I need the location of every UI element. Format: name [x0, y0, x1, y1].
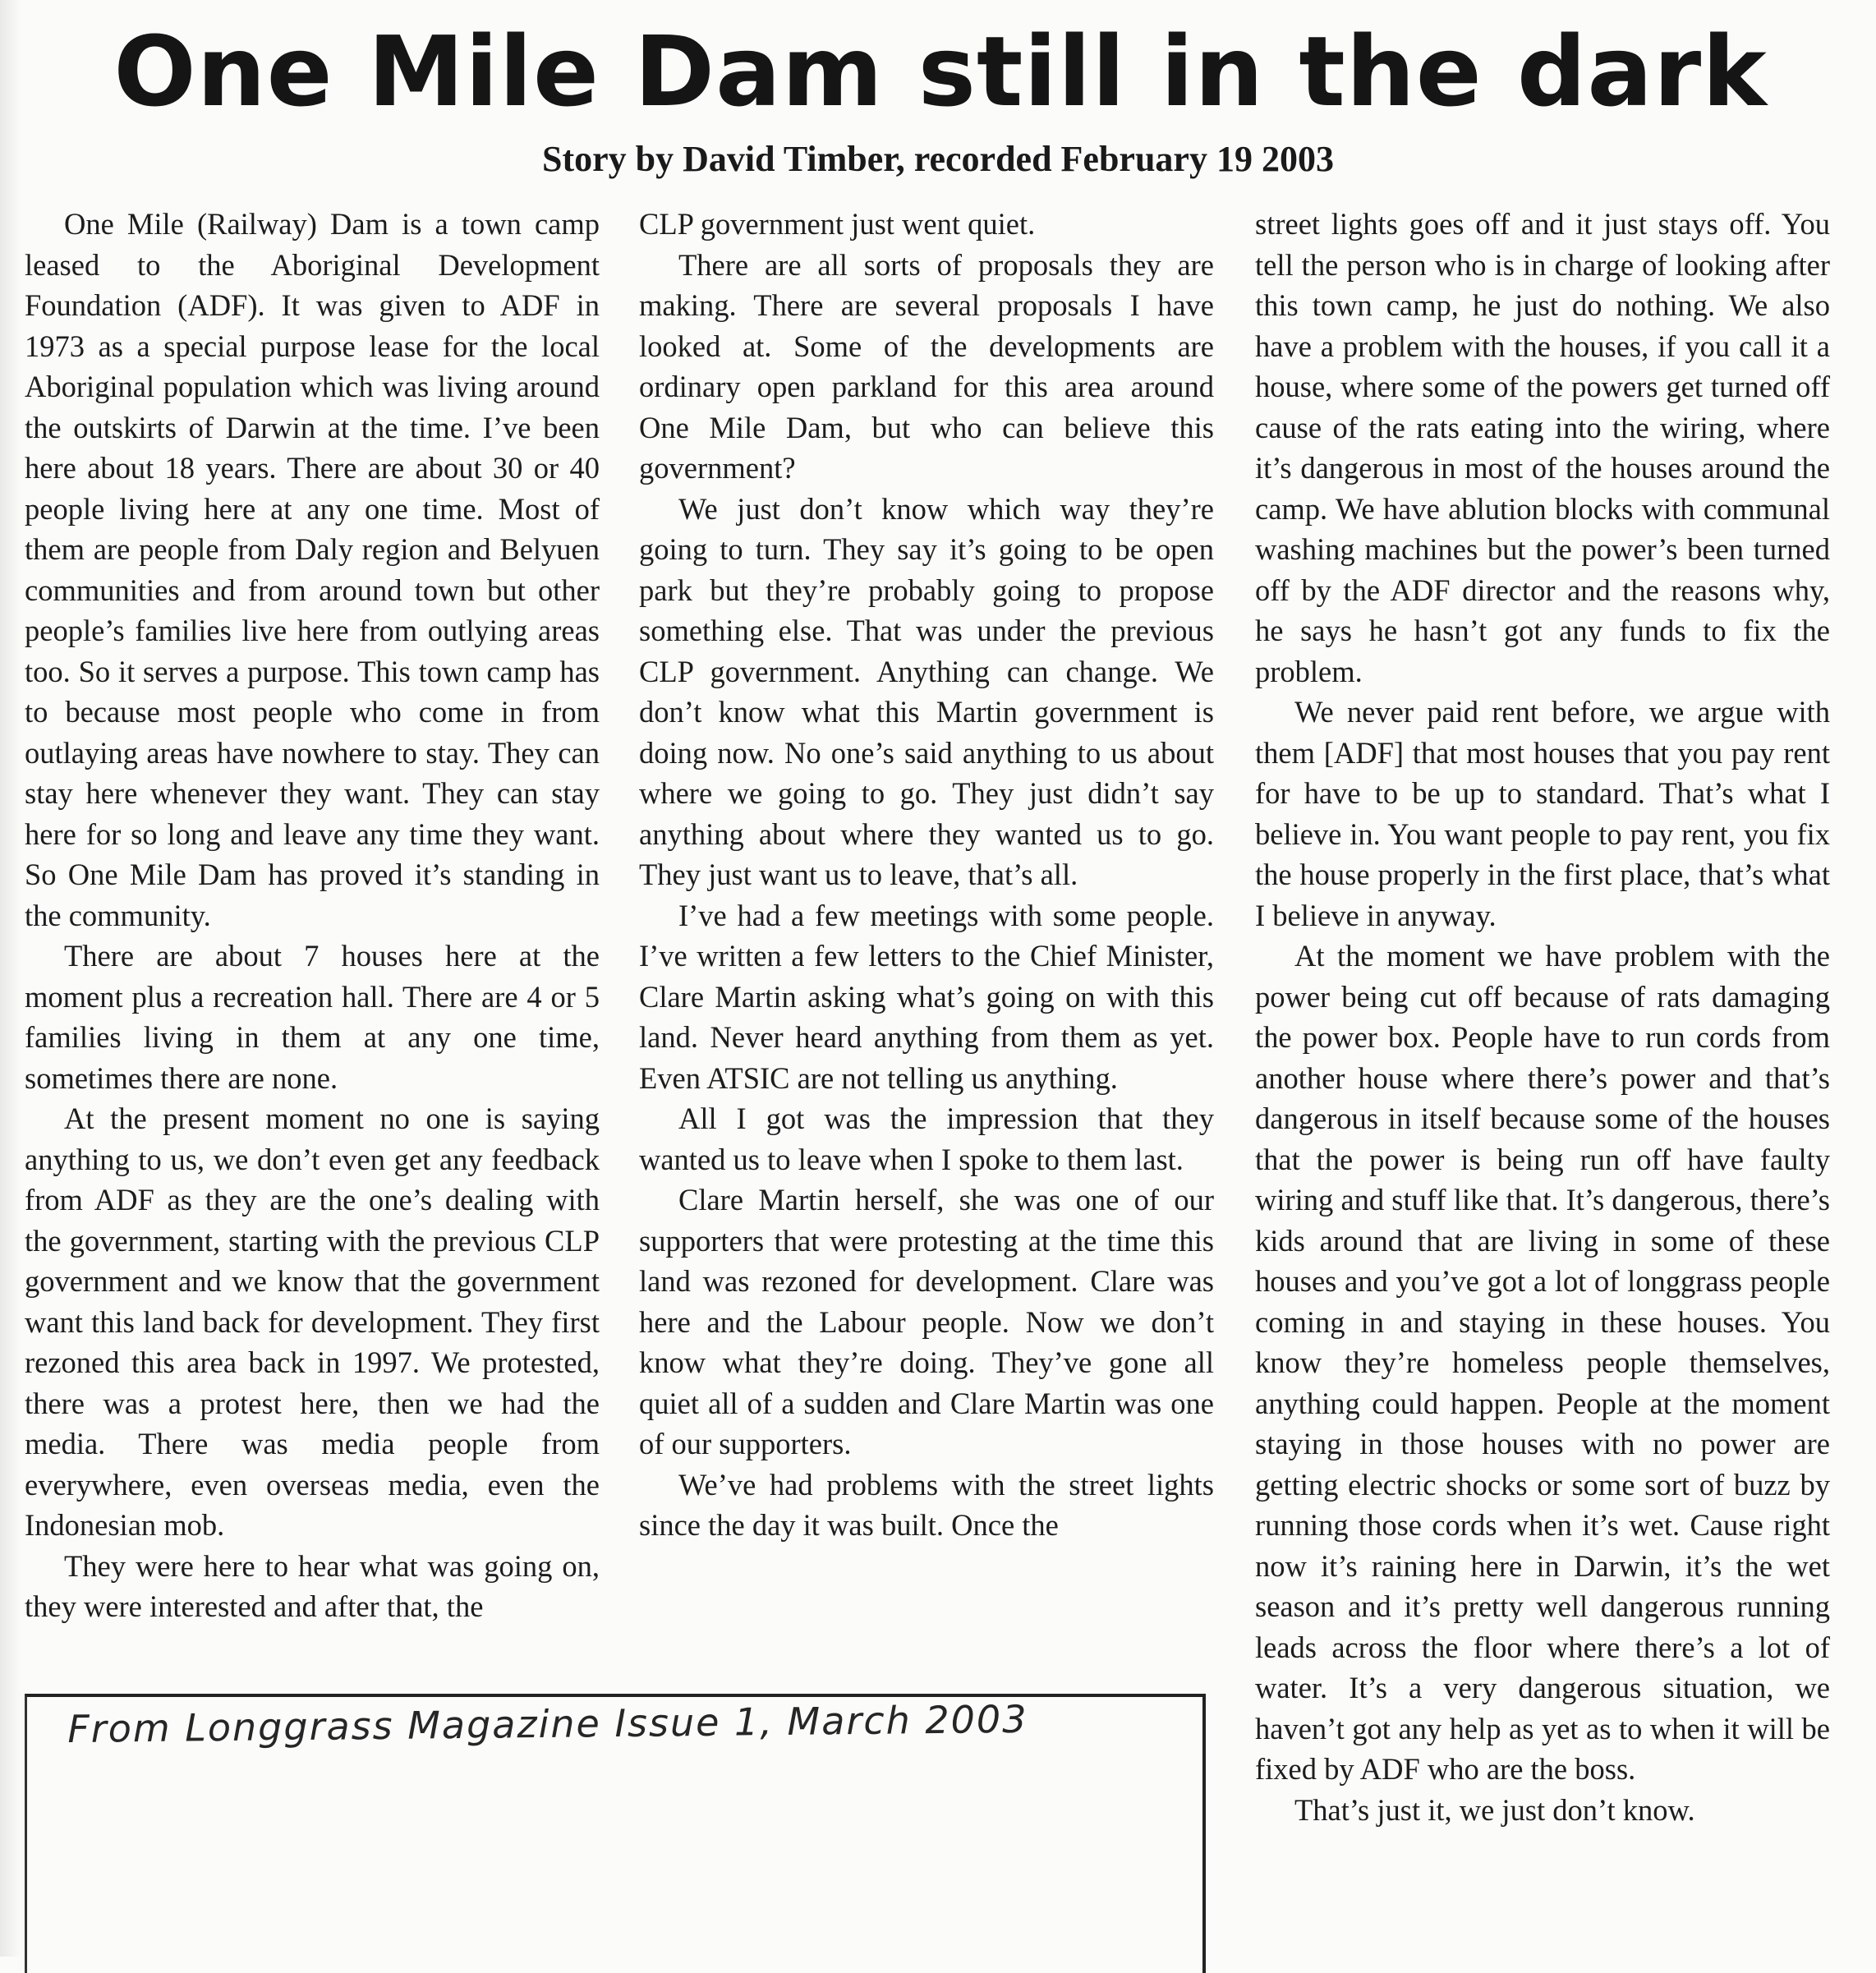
paragraph-continued: street lights goes off and it just stays off. You tell the person who is in charge of looking after this town camp, he just do nothing. We also have a problem with the houses, if you call it a house, where some of the powers get turned off cause of the rats eating into the wiring, where it’s dangerous in most of the houses around the camp. We have ablution blocks with communal washing machines but the power’s been turned off by the ADF director and the reasons why, he says he hasn’t got any funds to fix the problem. [1255, 207, 1830, 688]
article-column-1 [25, 204, 600, 1627]
paragraph: Clare Martin herself, she was one of our supporters that were protesting at the time this land was rezoned for development. Clare was here and the Labour people. Now we don’t know what they’re doing. They’ve gone all quiet all of a sudden and Clare Martin was one of our supporters. [639, 1183, 1214, 1460]
paragraph: All I got was the impression that they wanted us to leave when I spoke to them last. [639, 1101, 1214, 1176]
paragraph: One Mile (Railway) Dam is a town camp leased to the Aboriginal Development Foundation (ADF). It was given to ADF in 1973 as a special purpose lease for the local Aboriginal population which was living around the outskirts of Darwin at the time. I’ve been here about 18 years. There are about 30 or 40 people living here at any one time. Most of them are people from Daly region and Belyuen communities and from around town but other people’s families live here from outlying areas too. So it serves a purpose. This town camp has to because most people who come in from outlaying areas have nowhere to stay. They can stay here whenever they want. They can stay here for so long and leave any time they want. So One Mile Dam has proved it’s standing in the community. [25, 207, 600, 932]
paragraph: There are all sorts of proposals they are making. There are several proposals I have looked at. Some of the developments are ordinary open parkland for this area around One Mile Dam, but who can believe this government? [639, 247, 1214, 485]
article-column-3 [1255, 204, 1830, 1830]
paragraph: I’ve had a few meetings with some people. I’ve written a few letters to the Chief Minister, Clare Martin asking what’s going on with this land. Never heard anything from them as yet. Even ATSIC are not telling us anything. [639, 898, 1214, 1095]
headline: One Mile Dam still in the dark [113, 15, 1768, 128]
paragraph: At the present moment no one is saying anything to us, we don’t even get any feedback from ADF as they are the one’s dealing with the government, starting with the previous CLP government and we know that the government want this land back for development. They first rezoned this area back in 1997. We protested, there was a protest here, then we had the media. There was media people from everywhere, even overseas media, even the Indonesian mob. [25, 1101, 600, 1542]
byline: Story by David Timber, recorded February 19 2003 [542, 139, 1334, 179]
paragraph: There are about 7 houses here at the moment plus a recreation hall. There are 4 or 5 families living in them at any one time, sometimes there are none. [25, 939, 600, 1095]
article-column-2 [639, 204, 1214, 1546]
handwritten-source-note: From Longgrass Magazine Issue 1, March 2003 [67, 1696, 1028, 1751]
paragraph: At the moment we have problem with the power being cut off because of rats damaging the power box. People have to run cords from another house where there’s power and that’s dangerous in itself because some of the houses that the power is being run off have faulty wiring and stuff like that. It’s dangerous, there’s kids around that are living in some of these houses and you’ve got a lot of longgrass people coming in and staying in these houses. You know they’re homeless people themselves, anything could happen. People at the moment staying in those houses with no power are getting electric shocks or some sort of buzz by running those cords when it’s wet. Cause right now it’s raining here in Darwin, it’s the wet season and it’s pretty well dangerous running leads across the floor where there’s a lot of water. It’s a very dangerous situation, we haven’t got any help as yet as to when it will be fixed by ADF who are the boss. [1255, 939, 1830, 1786]
paragraph: They were here to hear what was going on, they were interested and after that, the [25, 1548, 600, 1623]
paragraph: We just don’t know which way they’re going to turn. They say it’s going to be open park but they’re probably going to propose something else. That was under the previous CLP government. Anything can change. We don’t know what this Martin government is doing now. No one’s said anything to us about where we going to go. They just didn’t say anything about where they wanted us to go. They just want us to leave, that’s all. [639, 491, 1214, 891]
paragraph-continued: CLP government just went quiet. [639, 207, 1036, 241]
scan-edge-shadow [0, 0, 21, 1957]
paragraph: We’ve had problems with the street lights since the day it was built. Once the [639, 1467, 1214, 1542]
paragraph: That’s just it, we just don’t know. [1294, 1792, 1695, 1827]
paragraph: We never paid rent before, we argue with them [ADF] that most houses that you pay rent for have to be up to standard. That’s what I believe in. You want people to pay rent, you fix the house properly in the first place, that’s what I believe in anyway. [1255, 695, 1830, 932]
